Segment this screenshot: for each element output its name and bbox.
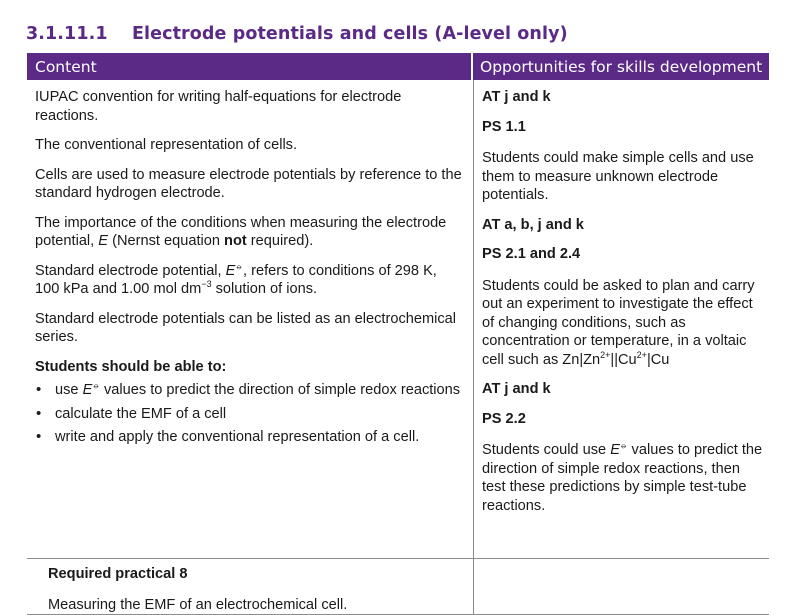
content-paragraph: Standard electrode potential, E⦵, refers to conditions of 298 K, 100 kPa and 1.00 mol $dm^{-3}$ solution of ions. — [35, 260, 437, 297]
required-practical-text: Measuring the EMF of an electrochemical cell. — [48, 596, 348, 613]
required-practical-title: Required practical 8 — [48, 566, 188, 582]
able-to-heading: Students should be able to: — [35, 358, 227, 375]
table-header — [27, 53, 769, 80]
section-heading — [26, 24, 568, 44]
content-paragraph: The conventional representation of cells. — [35, 137, 298, 153]
skills-cell — [474, 80, 769, 558]
list-item: • calculate the EMF of a cell — [35, 405, 463, 424]
section-title: Electrode potentials and cells (A-level only) — [132, 24, 568, 44]
content-column-header: Content — [27, 53, 473, 80]
skill-code: AT j and k — [482, 89, 551, 105]
skill-code: AT a, b, j and k — [482, 216, 584, 233]
required-practical-cell — [27, 559, 474, 614]
skill-description: Students could be asked to plan and carry out an experiment to investigate the effect of changing conditions, such as concentration or temperature, in a voltaic cell such as $Zn|Zn^{2+}||Cu^{2+}|Cu$ — [482, 277, 755, 368]
skill-description: Students could use E⦵ values to predict the direction of simple redox reactions, then test these predictions by simple test-tube reactions. — [482, 440, 763, 514]
required-practical-row — [27, 559, 769, 615]
standard-symbol: ⦵ — [235, 260, 243, 271]
able-to-list — [35, 381, 463, 447]
list-item: • write and apply the conventional representation of a cell. — [35, 428, 463, 447]
skill-code: PS 2.2 — [482, 410, 526, 427]
empty-cell — [474, 559, 769, 614]
content-cell — [27, 80, 474, 558]
content-paragraph: Cells are used to measure electrode potentials by reference to the standard hydrogen electrode. — [35, 166, 462, 201]
skill-code: PS 1.1 — [482, 118, 526, 135]
skill-code: PS 2.1 and 2.4 — [482, 246, 581, 262]
content-paragraph: The importance of the conditions when measuring the electrode potential, E (Nernst equation not required). — [35, 214, 447, 249]
skill-description: Students could make simple cells and use them to measure unknown electrode potentials. — [482, 150, 754, 203]
standard-symbol: ⦵ — [92, 380, 100, 391]
section-number: 3.1.11.1 — [26, 24, 108, 44]
content-paragraph: Standard electrode potentials can be listed as an electrochemical series. — [35, 310, 457, 345]
standard-symbol: ⦵ — [619, 440, 628, 451]
content-paragraph: IUPAC convention for writing half-equations for electrode reactions. — [35, 89, 402, 124]
specification-table — [27, 53, 769, 615]
skills-column-header: Opportunities for skills development — [480, 58, 763, 76]
skill-code: AT j and k — [482, 381, 551, 397]
list-item: • use E⦵ values to predict the direction of simple redox reactions — [35, 381, 463, 400]
table-row — [27, 80, 769, 559]
